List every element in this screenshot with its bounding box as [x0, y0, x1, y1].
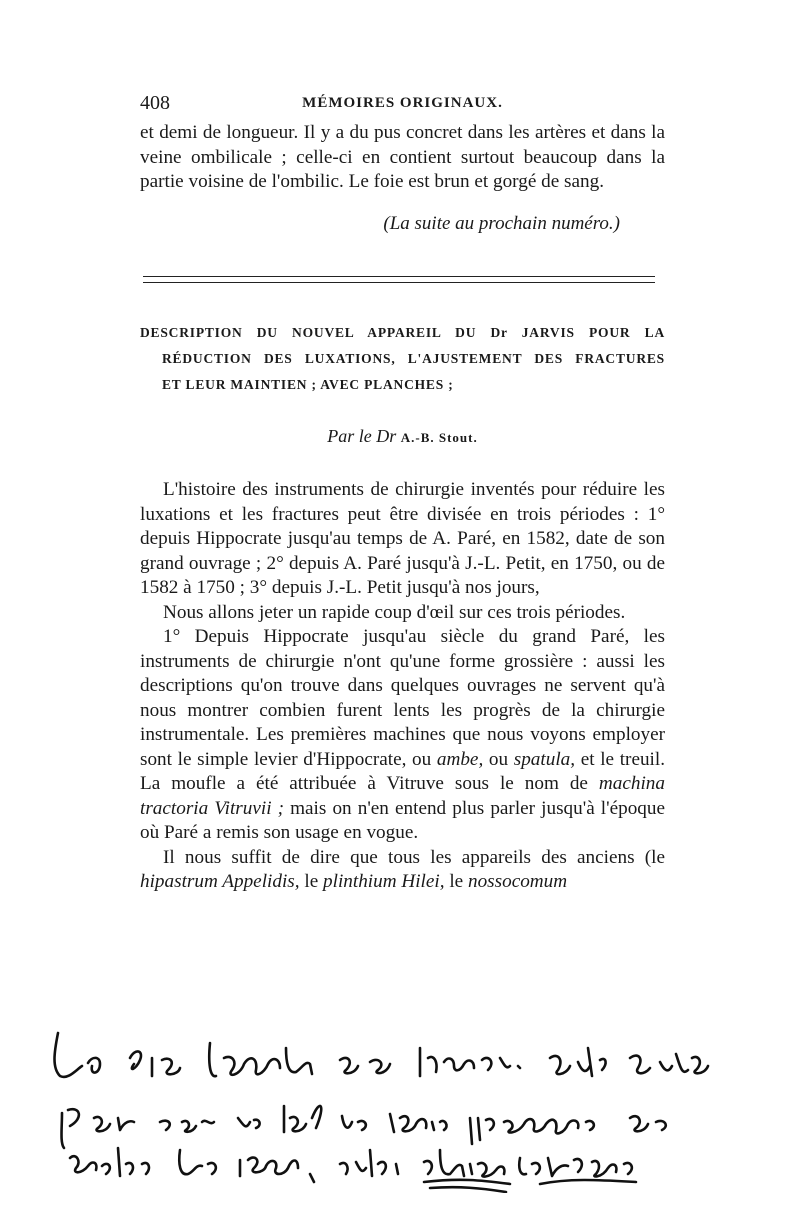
handwriting-scrawl	[40, 1018, 740, 1193]
author-prefix: Par le Dr	[327, 426, 397, 446]
term-plinthium: plinthium Hilei,	[323, 871, 445, 892]
running-head: MÉMOIRES ORIGINAUX.	[302, 95, 503, 111]
body-paragraph-2: Nous allons jeter un rapide coup d'œil sur ces trois périodes.	[163, 601, 626, 623]
p3-text-c: mais on n'en entend plus parler jusqu'à l'époque où Paré a remis son usage en vogue.	[140, 797, 666, 843]
term-nossocomum: nossocomum	[467, 871, 568, 892]
title-line-1: DESCRIPTION DU NOUVEL APPAREIL DU Dr JARVIS POUR LA	[140, 325, 665, 340]
double-rule-bottom	[143, 282, 655, 283]
term-hipastrum: hipastrum Appelidis,	[140, 871, 300, 892]
double-rule-top	[143, 276, 655, 277]
author-name: A.-B. Stout.	[400, 430, 478, 445]
continuation-paragraph: et demi de longueur. Il y a du pus concret dans les artères et dans la veine ombilicale ; celle-ci en contient surtout beaucoup dans la partie voisine de l'ombilic. Le foie est brun et gorgé de sang.	[140, 122, 665, 192]
title-line-3: ET LEUR MAINTIEN ; AVEC PLANCHES ;	[162, 377, 454, 392]
suite-note: (La suite au prochain numéro.)	[383, 213, 620, 234]
title-line-2: RÉDUCTION DES LUXATIONS, L'AJUSTEMENT DES FRACTURES	[162, 351, 665, 366]
term-machina: machina tractoria Vitruvii ;	[140, 773, 665, 819]
term-spatula: spatula,	[513, 748, 576, 770]
p3-text-b: et le treuil. La moufle a été attribuée à Vitruve sous le nom de	[140, 748, 666, 794]
body-paragraph-4	[140, 846, 665, 895]
body-paragraph-1: L'histoire des instruments de chirurgie inventés pour réduire les luxations et les fractures peut être divisée en trois périodes : 1° depuis Hippocrate jusqu'au temps de A. Paré, en 1582, date de son grand ouvrage ; 2° depuis A. Paré jusqu'à J.-L. Petit, en 1750, ou de 1582 à 1750 ; 3° depuis J.-L. Petit jusqu'à nos jours,	[140, 479, 665, 598]
article-title	[140, 320, 665, 398]
body-paragraph-3	[140, 625, 665, 846]
continuation-text	[140, 121, 665, 195]
page-header	[140, 92, 665, 116]
p4-le-1: le	[299, 871, 324, 892]
p4-text-a: Il nous suffit de dire que tous les appareils des anciens (le	[163, 846, 665, 868]
p3-text-a: 1° Depuis Hippocrate jusqu'au siècle du grand Paré, les instruments de chirurgie n'ont qu'une forme grossière : aussi les descriptions qu'on trouve dans quelques ouvrages ne servent qu'à nous montrer combien furent lents les progrès de la chirurgie instrumentale. Les premières machines que nous voyons employer sont le simple levier d'Hippocrate, ou	[140, 626, 665, 770]
handwritten-note	[40, 1018, 740, 1193]
term-ambe: ambe,	[436, 748, 484, 770]
p4-le-2: le	[444, 871, 468, 892]
article-author	[140, 426, 665, 447]
p3-ou: ou	[483, 748, 514, 770]
article-body	[140, 478, 665, 895]
page-number: 408	[140, 92, 170, 114]
